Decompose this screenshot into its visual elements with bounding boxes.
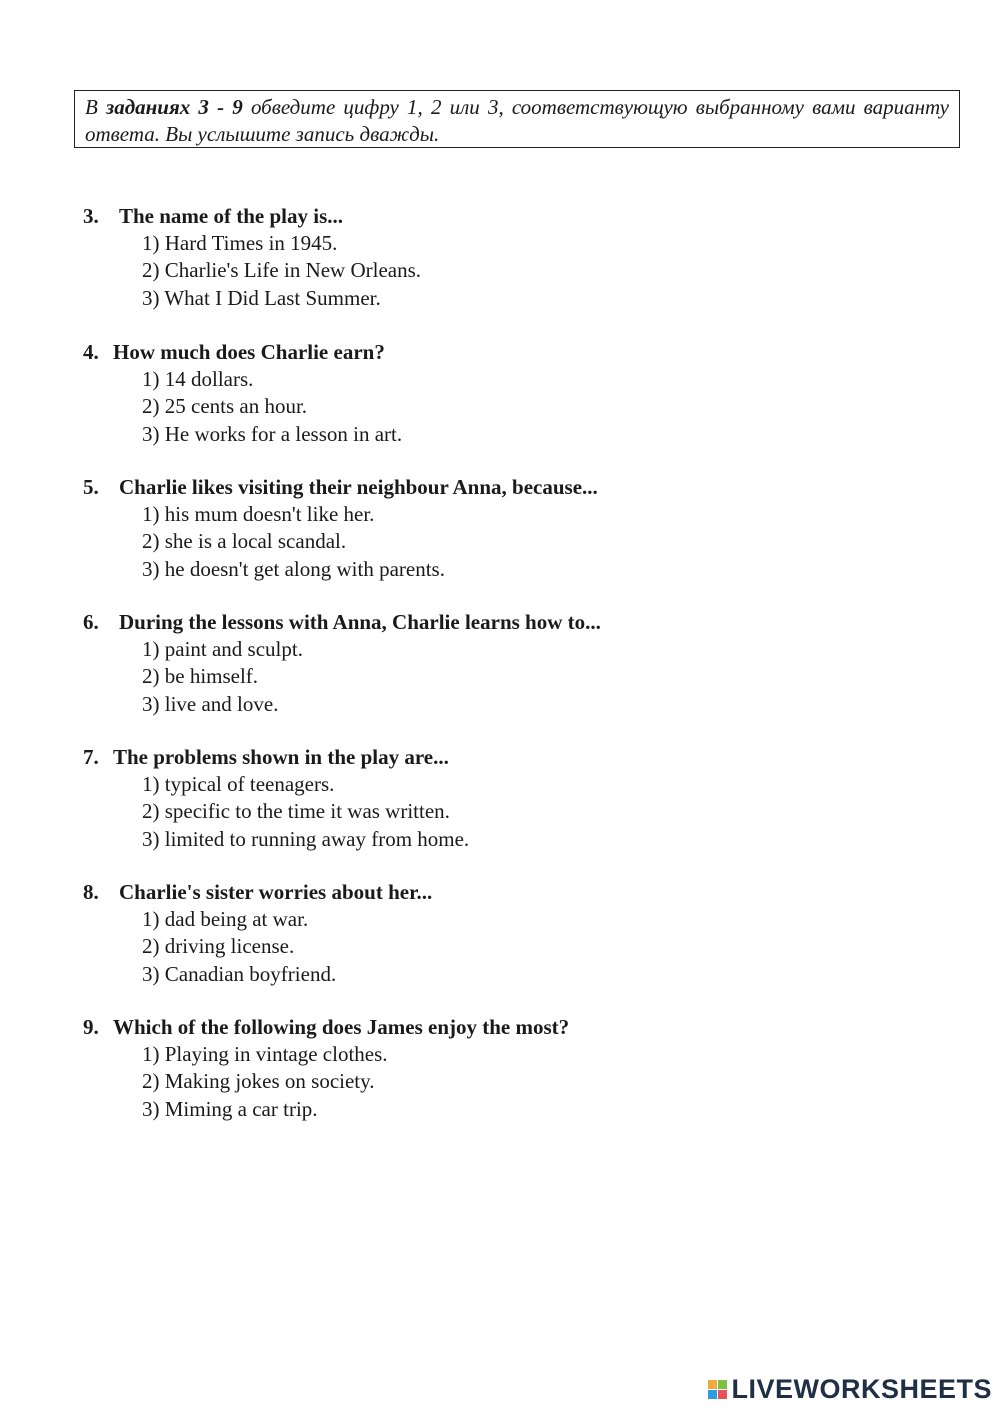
option-2[interactable]: 2) Charlie's Life in New Orleans. <box>142 258 422 283</box>
option-3[interactable]: 3) Canadian boyfriend. <box>142 961 337 986</box>
logo-text: LIVEWORKSHEETS <box>731 1374 992 1404</box>
question-stem <box>83 474 963 501</box>
option-3[interactable]: 3) live and love. <box>142 691 279 716</box>
option-1[interactable]: 1) paint and sculpt. <box>142 637 303 661</box>
option-1[interactable]: 1) Playing in vintage clothes. <box>142 1042 388 1066</box>
question-stem <box>83 879 963 906</box>
question-text: The problems shown in the play are... <box>113 745 449 769</box>
question-number: 5. <box>83 475 99 499</box>
instruction-prefix: В <box>85 95 106 119</box>
question-number: 6. <box>83 610 99 634</box>
option-list <box>83 906 963 988</box>
question-stem <box>83 1014 963 1041</box>
question-text: Charlie likes visiting their neighbour Anna, because... <box>119 475 598 499</box>
question-text: The name of the play is... <box>119 204 344 228</box>
option-3[interactable]: 3) He works for a lesson in art. <box>142 421 403 446</box>
question-number: 3. <box>83 204 99 228</box>
option-2[interactable]: 2) she is a local scandal. <box>142 529 347 554</box>
option-2[interactable]: 2) specific to the time it was written. <box>142 799 450 824</box>
option-2[interactable]: 2) driving license. <box>142 934 295 959</box>
option-1[interactable]: 1) his mum doesn't like her. <box>142 502 375 526</box>
logo-square-2 <box>718 1380 727 1389</box>
question-stem <box>83 339 963 366</box>
instruction-box <box>74 90 960 148</box>
option-list <box>83 501 963 583</box>
question-9 <box>83 1014 963 1123</box>
option-3[interactable]: 3) Miming a car trip. <box>142 1096 318 1121</box>
option-2[interactable]: 2) be himself. <box>142 664 259 689</box>
option-list <box>83 771 963 853</box>
option-2[interactable]: 2) Making jokes on society. <box>142 1069 375 1094</box>
question-number: 4. <box>83 340 99 364</box>
question-stem <box>83 203 963 230</box>
logo-square-4 <box>718 1390 727 1399</box>
logo-square-3 <box>708 1390 717 1399</box>
question-stem <box>83 609 963 636</box>
question-6 <box>83 609 963 718</box>
question-number: 7. <box>83 745 99 769</box>
option-1[interactable]: 1) dad being at war. <box>142 907 309 931</box>
question-5 <box>83 474 963 583</box>
question-text: How much does Charlie earn? <box>113 340 385 364</box>
logo-square-1 <box>708 1380 717 1389</box>
question-number: 8. <box>83 880 99 904</box>
question-text: Charlie's sister worries about her... <box>119 880 433 904</box>
option-3[interactable]: 3) What I Did Last Summer. <box>142 285 381 310</box>
instruction-text: обведите цифру 1, 2 или 3, соответствующую выбранному вами варианту ответа. Вы услышите запись дважды. <box>85 95 950 146</box>
liveworksheets-logo[interactable] <box>708 1374 992 1405</box>
option-list <box>83 230 963 312</box>
question-text: During the lessons with Anna, Charlie learns how to... <box>119 610 601 634</box>
question-3 <box>83 203 963 312</box>
option-list <box>83 366 963 448</box>
option-list <box>83 636 963 718</box>
option-1[interactable]: 1) typical of teenagers. <box>142 772 335 796</box>
option-3[interactable]: 3) limited to running away from home. <box>142 826 470 851</box>
option-2[interactable]: 2) 25 cents an hour. <box>142 394 308 419</box>
option-1[interactable]: 1) Hard Times in 1945. <box>142 231 338 255</box>
option-3[interactable]: 3) he doesn't get along with parents. <box>142 556 445 581</box>
question-8 <box>83 879 963 988</box>
question-4 <box>83 339 963 448</box>
question-number: 9. <box>83 1015 99 1039</box>
question-stem <box>83 744 963 771</box>
option-list <box>83 1041 963 1123</box>
question-text: Which of the following does James enjoy the most? <box>113 1015 570 1039</box>
instruction-bold: заданиях 3 - 9 <box>106 95 243 119</box>
liveworksheets-logo-icon <box>708 1380 727 1399</box>
option-1[interactable]: 1) 14 dollars. <box>142 367 254 391</box>
question-7 <box>83 744 963 853</box>
